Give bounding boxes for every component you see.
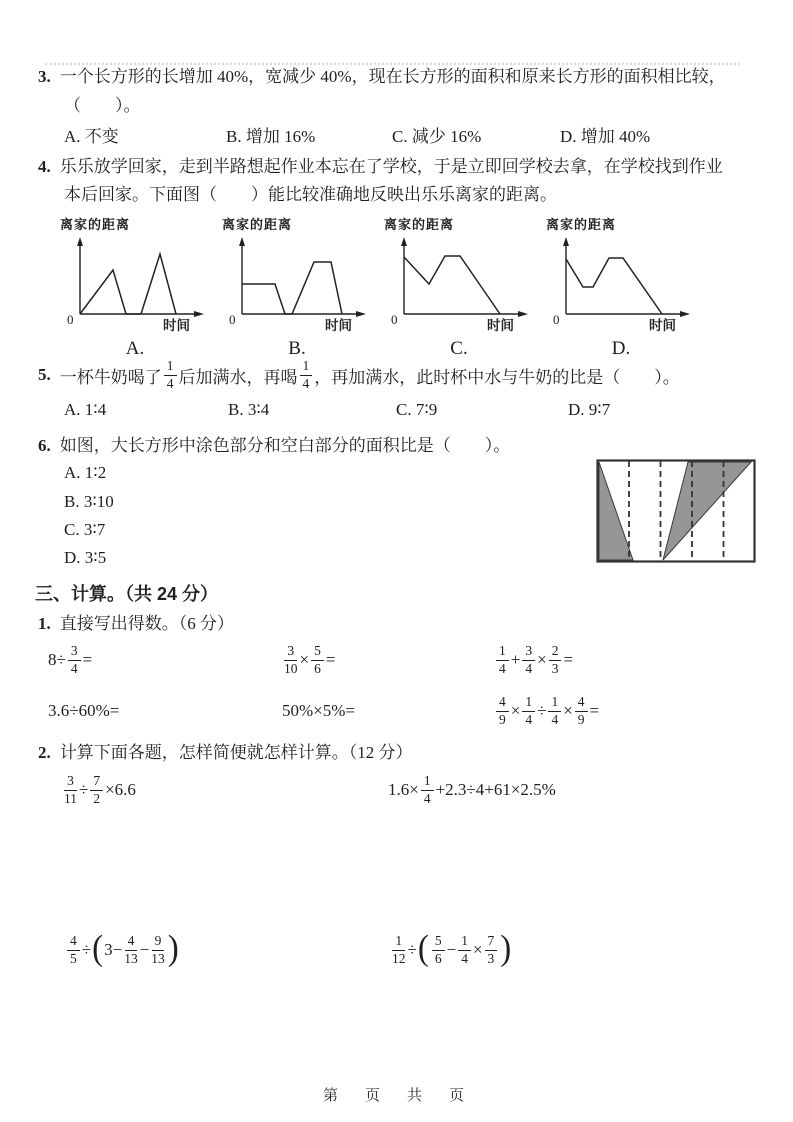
calc1-expr-1: 8÷ $\frac{3}{4}$ = — [48, 642, 93, 676]
page-footer: 第 页 共 页 — [322, 1087, 470, 1104]
question-5-number: 5. — [38, 365, 51, 384]
graph-c-y-axis-label: 离家的距离 — [384, 217, 455, 232]
calc-item-2-header — [38, 738, 413, 763]
question-3-number: 3. — [38, 67, 51, 86]
calc1-expr-6: $\frac{4}{9}$ × $\frac{1}{4}$ ÷ $\frac{1}{4}$ × $\frac{4}{9}$ = — [494, 688, 599, 734]
question-3-line-2: （ ）。 — [64, 96, 141, 115]
q5-option-c: C. 7∶9 — [396, 400, 438, 419]
svg-text:时间: 时间 — [649, 318, 676, 332]
question-6-line-1 — [38, 435, 510, 457]
svg-text:时间: 时间 — [487, 318, 514, 332]
graph-b-letter: B. — [288, 338, 306, 359]
graph-d-plot — [546, 234, 704, 337]
calc-item-2-number: 2. — [38, 743, 51, 762]
svg-text:时间: 时间 — [325, 318, 352, 332]
scan-artifact-line — [45, 63, 740, 65]
question-6-number: 6. — [38, 436, 51, 455]
q6-option-b: B. 3∶10 — [64, 492, 114, 511]
question-4-line-2: 本后回家。下面图（ ）能比较准确地反映出乐乐离家的距离。 — [64, 185, 557, 204]
question-4-line-1 — [38, 156, 723, 178]
graph-a-plot — [60, 234, 218, 337]
q3-option-c: C. 减少 16% — [392, 127, 482, 146]
calc1-expr-2: $\frac{3}{10}$ × $\frac{5}{6}$ = — [284, 642, 336, 676]
question-4-text: 乐乐放学回家，走到半路想起作业本忘在了学校，于是立即回学校去拿，在学校找到作业 — [59, 157, 723, 176]
graph-d-letter: D. — [611, 338, 631, 359]
q6-option-d: D. 3∶5 — [64, 548, 107, 567]
q5-option-d: D. 9∶7 — [568, 400, 611, 419]
graph-option-a — [60, 214, 218, 360]
svg-text:0: 0 — [67, 312, 74, 327]
svg-text:时间: 时间 — [163, 318, 190, 332]
q6-option-a: A. 1∶2 — [64, 463, 107, 482]
graph-b-plot — [222, 234, 380, 337]
graph-c-letter: C. — [450, 338, 468, 359]
svg-text:0: 0 — [391, 312, 398, 327]
graph-option-d — [546, 214, 704, 360]
calc2-expr-4: $\frac{1}{12}$ ÷ ( $\frac{5}{6}$ − $\frac{1}{4}$ × $\frac{7}{3}$ ) — [392, 929, 512, 969]
q5-option-a: A. 1∶4 — [64, 400, 107, 419]
graph-b-y-axis-label: 离家的距离 — [222, 217, 293, 232]
q3-option-b: B. 增加 16% — [226, 127, 316, 146]
calc-item-1-number: 1. — [38, 614, 51, 633]
graph-d-y-axis-label: 离家的距离 — [546, 217, 617, 232]
calc-item-1-title: 直接写出得数。（6 分） — [59, 614, 234, 633]
question-3-text: 一个长方形的长增加 40%，宽减少 40%，现在长方形的面积和原来长方形的面积相比较， — [59, 67, 726, 86]
question-4-number: 4. — [38, 157, 51, 176]
calc2-expr-2: 1.6× $\frac{1}{4}$ +2.3÷4+61×2.5% — [388, 772, 556, 806]
question-5-line: 5. 一杯牛奶喝了 $\frac{1}{4}$ 后加满水，再喝 $\frac{1}{4}$ ，再加满水，此时杯中水与牛奶的比是（ ）。 — [38, 357, 680, 391]
q3-option-a: A. 不变 — [64, 127, 119, 146]
calc1-expr-3: $\frac{1}{4}$ + $\frac{3}{4}$ × $\frac{2}{3}$ = — [494, 637, 573, 683]
calc2-expr-3: $\frac{4}{5}$ ÷ ( 3− $\frac{4}{13}$ − $\frac{9}{13}$ ) — [65, 922, 180, 978]
calc1-expr-4: 3.6÷60%= — [48, 701, 120, 720]
graph-c-plot — [384, 234, 542, 337]
question-6-text: 如图，大长方形中涂色部分和空白部分的面积比是（ ）。 — [59, 436, 511, 455]
graph-option-c — [384, 214, 542, 360]
graph-option-b — [222, 214, 380, 360]
q6-option-c: C. 3∶7 — [64, 520, 106, 539]
q5-option-b: B. 3∶4 — [228, 400, 270, 419]
graph-a-letter: A. — [125, 338, 145, 359]
calc-item-2-title: 计算下面各题，怎样简便就怎样计算。（12 分） — [59, 743, 413, 762]
question-3-line-1 — [38, 66, 726, 88]
section-3-title: 三、计算。（共 24 分） — [35, 584, 219, 604]
calc2-expr-1: $\frac{3}{11}$ ÷ $\frac{7}{2}$ ×6.6 — [64, 772, 136, 806]
q6-shaded-rectangle-figure — [596, 459, 756, 568]
svg-text:0: 0 — [229, 312, 236, 327]
calc-item-1-header — [38, 609, 234, 634]
calc1-expr-5: 50%×5%= — [282, 701, 355, 720]
svg-text:0: 0 — [553, 312, 560, 327]
graph-a-y-axis-label: 离家的距离 — [60, 217, 131, 232]
q3-option-d: D. 增加 40% — [560, 127, 651, 146]
